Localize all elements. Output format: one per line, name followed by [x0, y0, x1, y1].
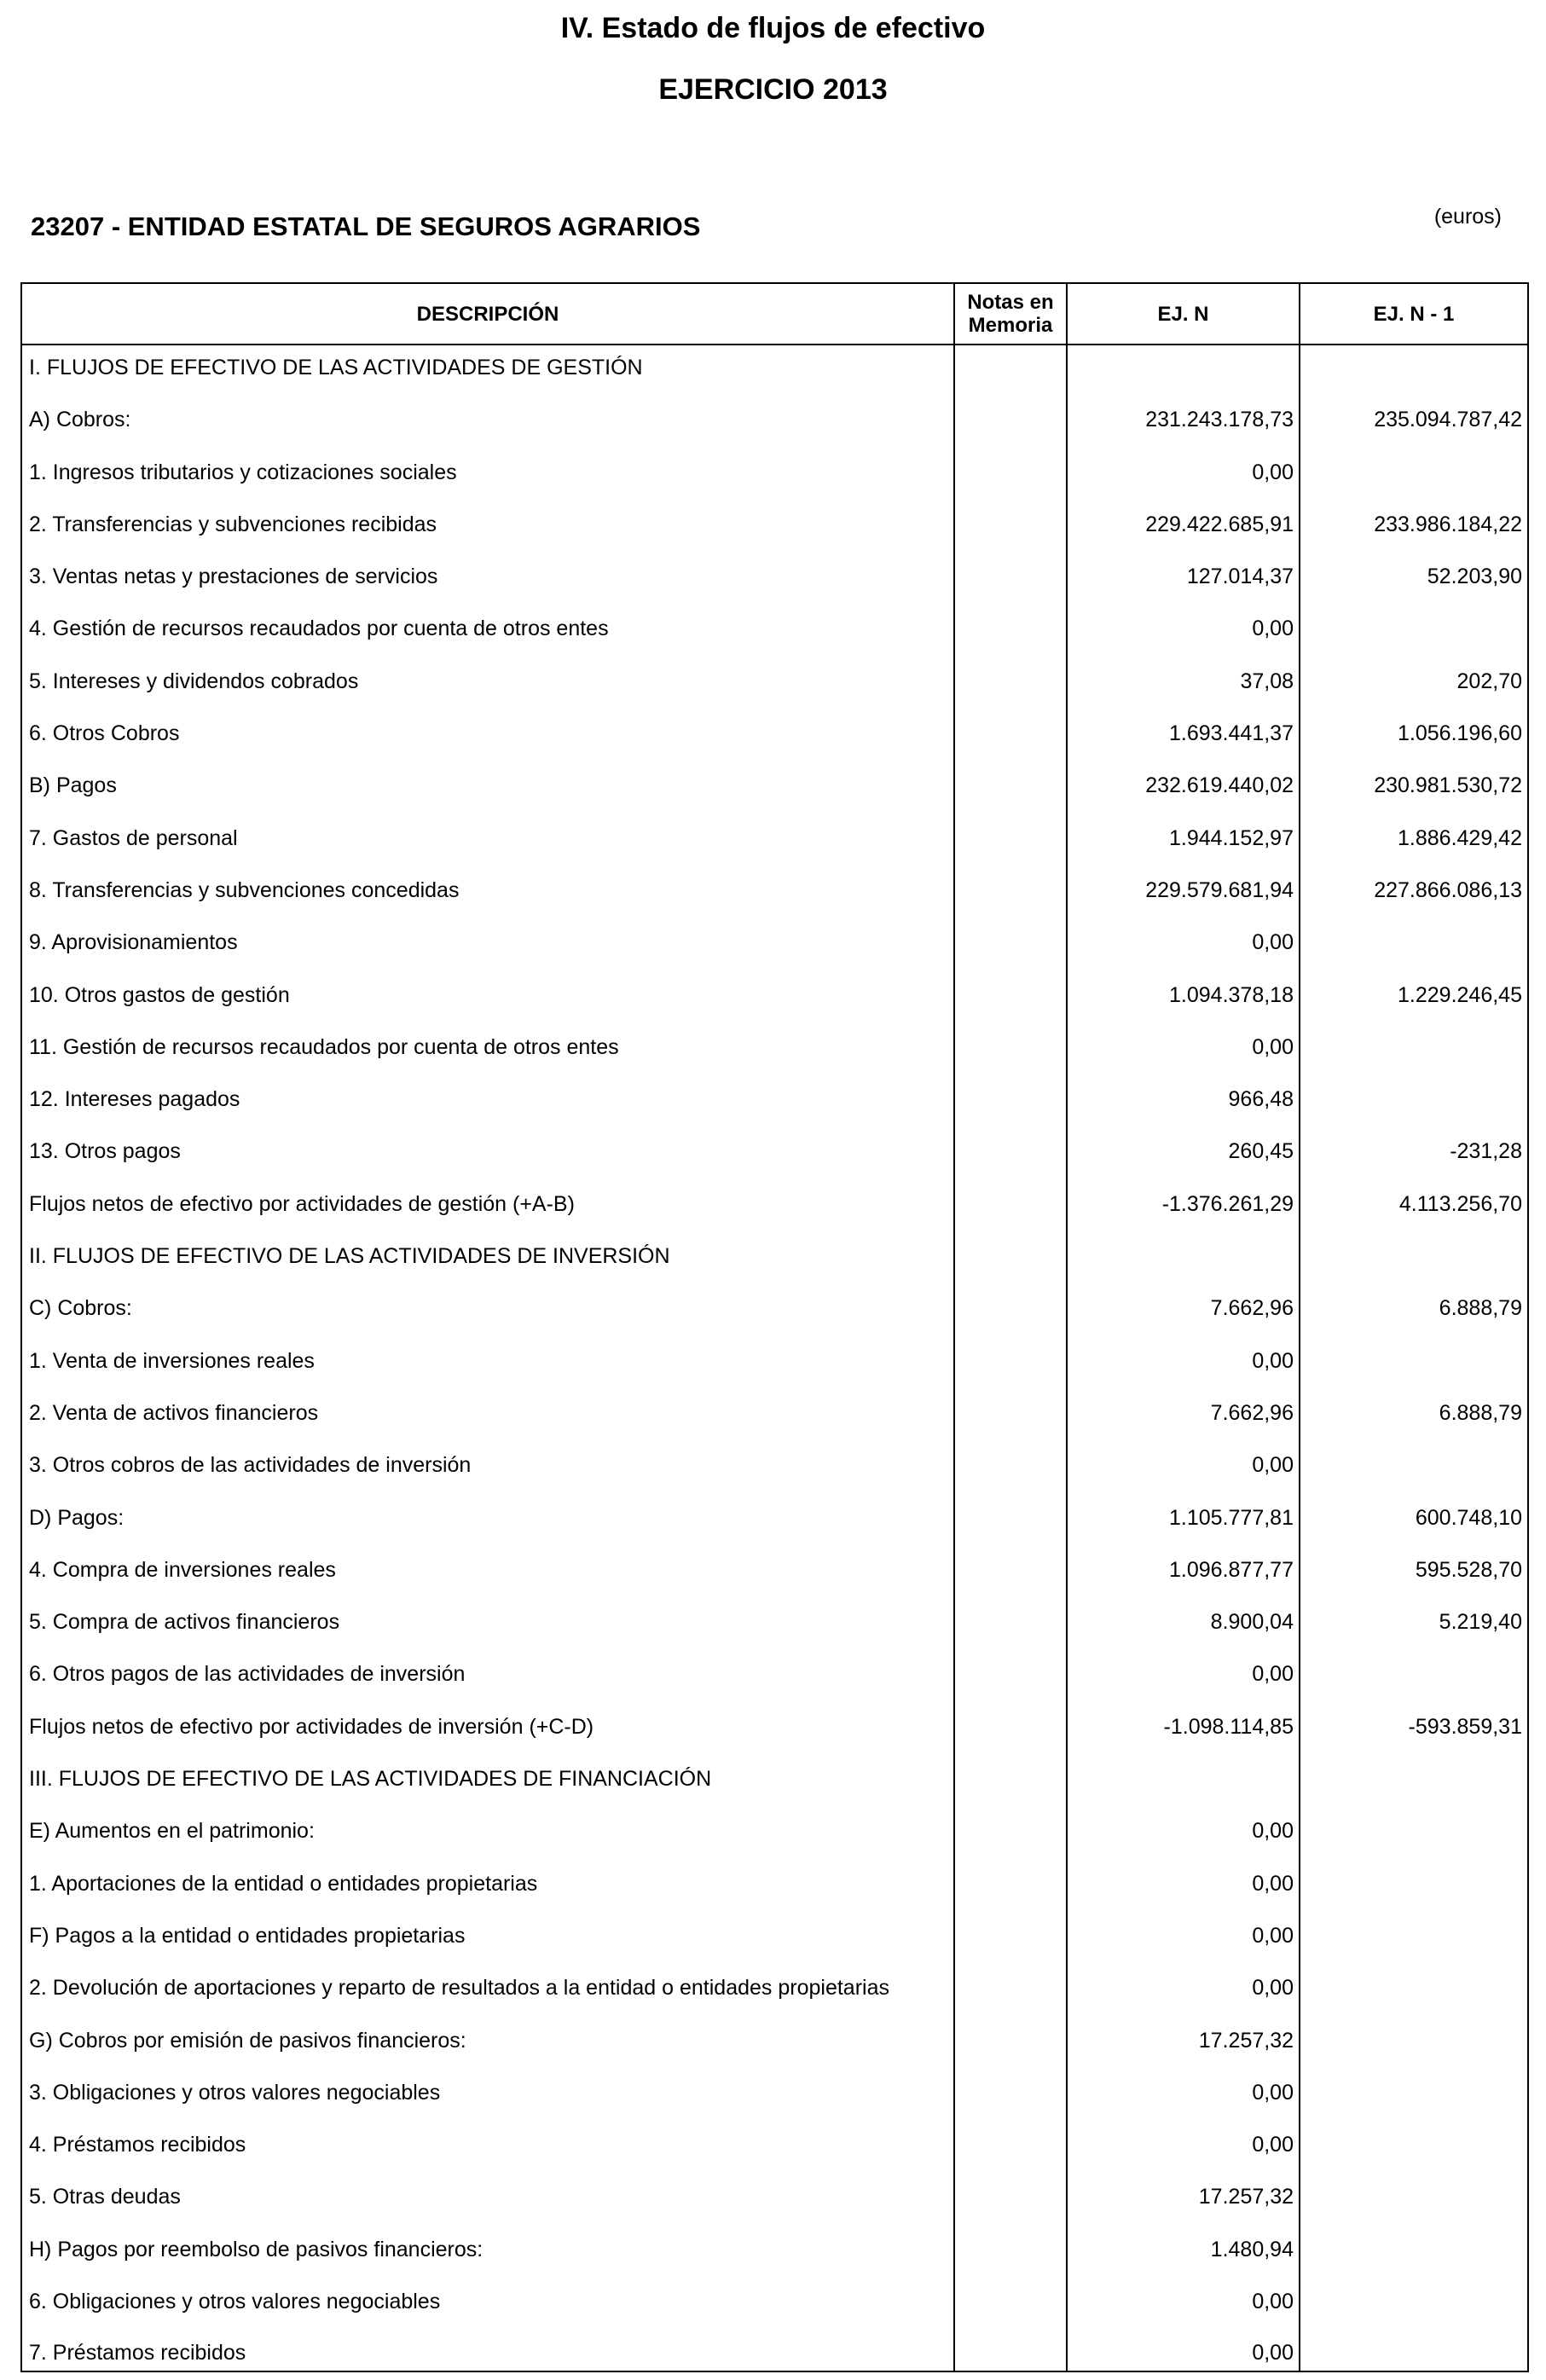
- row-notas: [954, 1483, 1067, 1535]
- table-row: [21, 594, 1528, 646]
- row-description: 12. Intereses pagados: [21, 1065, 954, 1117]
- row-value-ej-n1: [1300, 1797, 1528, 1849]
- table-header-row: [21, 283, 1528, 345]
- row-notas: [954, 1745, 1067, 1797]
- row-value-ej-n1: [1300, 2267, 1528, 2319]
- row-notas: [954, 1117, 1067, 1169]
- row-description: 7. Préstamos recibidos: [21, 2319, 954, 2371]
- row-value-ej-n1: 230.981.530,72: [1300, 751, 1528, 803]
- table-row: [21, 1536, 1528, 1588]
- row-notas: [954, 345, 1067, 385]
- row-notas: [954, 1274, 1067, 1326]
- row-description: E) Aumentos en el patrimonio:: [21, 1797, 954, 1849]
- row-notas: [954, 542, 1067, 594]
- row-value-ej-n: 231.243.178,73: [1067, 385, 1300, 437]
- row-notas: [954, 2111, 1067, 2163]
- row-value-ej-n1: [1300, 1431, 1528, 1483]
- row-description: 3. Obligaciones y otros valores negociables: [21, 2059, 954, 2111]
- row-notas: [954, 437, 1067, 489]
- row-value-ej-n1: 1.056.196,60: [1300, 699, 1528, 751]
- report-subtitle: EJERCICIO 2013: [658, 73, 888, 106]
- table-row: [21, 960, 1528, 1012]
- row-value-ej-n: 0,00: [1067, 1849, 1300, 1901]
- column-header-notas: Notas en Memoria: [954, 283, 1067, 345]
- row-value-ej-n: 37,08: [1067, 646, 1300, 698]
- table-row: [21, 1379, 1528, 1431]
- row-notas: [954, 2215, 1067, 2267]
- row-notas: [954, 960, 1067, 1012]
- row-value-ej-n: 0,00: [1067, 2059, 1300, 2111]
- row-value-ej-n1: [1300, 437, 1528, 489]
- table-row: [21, 2319, 1528, 2371]
- table-row: [21, 2163, 1528, 2215]
- row-notas: [954, 1379, 1067, 1431]
- table-row: [21, 1588, 1528, 1640]
- row-value-ej-n1: -231,28: [1300, 1117, 1528, 1169]
- table-row: [21, 1640, 1528, 1692]
- row-notas: [954, 1797, 1067, 1849]
- row-description: Flujos netos de efectivo por actividades de inversión (+C-D): [21, 1692, 954, 1744]
- table-row: [21, 803, 1528, 855]
- row-description: 6. Otros pagos de las actividades de inversión: [21, 1640, 954, 1692]
- row-description: 7. Gastos de personal: [21, 803, 954, 855]
- row-description: F) Pagos a la entidad o entidades propietarias: [21, 1902, 954, 1954]
- row-value-ej-n1: [1300, 2059, 1528, 2111]
- row-value-ej-n: 1.105.777,81: [1067, 1483, 1300, 1535]
- table-row: [21, 1431, 1528, 1483]
- row-description: 6. Otros Cobros: [21, 699, 954, 751]
- row-value-ej-n: 7.662,96: [1067, 1274, 1300, 1326]
- row-notas: [954, 1431, 1067, 1483]
- row-description: 1. Ingresos tributarios y cotizaciones sociales: [21, 437, 954, 489]
- row-value-ej-n: 1.096.877,77: [1067, 1536, 1300, 1588]
- row-value-ej-n: -1.376.261,29: [1067, 1169, 1300, 1221]
- column-header-ej-n: EJ. N: [1067, 283, 1300, 345]
- row-value-ej-n: 0,00: [1067, 437, 1300, 489]
- row-notas: [954, 751, 1067, 803]
- row-value-ej-n1: [1300, 1640, 1528, 1692]
- row-description: G) Cobros por emisión de pasivos financieros:: [21, 2006, 954, 2058]
- row-description: 4. Préstamos recibidos: [21, 2111, 954, 2163]
- row-notas: [954, 490, 1067, 542]
- row-value-ej-n1: 6.888,79: [1300, 1379, 1528, 1431]
- row-value-ej-n: 0,00: [1067, 1326, 1300, 1378]
- row-value-ej-n: 0,00: [1067, 1797, 1300, 1849]
- row-value-ej-n: 232.619.440,02: [1067, 751, 1300, 803]
- row-value-ej-n1: 4.113.256,70: [1300, 1169, 1528, 1221]
- row-value-ej-n: 0,00: [1067, 908, 1300, 960]
- row-value-ej-n1: [1300, 2215, 1528, 2267]
- row-value-ej-n1: 52.203,90: [1300, 542, 1528, 594]
- row-value-ej-n1: [1300, 1222, 1528, 1274]
- table-row: [21, 542, 1528, 594]
- row-description: 5. Otras deudas: [21, 2163, 954, 2215]
- row-value-ej-n1: [1300, 1013, 1528, 1065]
- row-value-ej-n1: [1300, 1954, 1528, 2006]
- row-value-ej-n1: [1300, 1902, 1528, 1954]
- row-value-ej-n1: [1300, 2319, 1528, 2371]
- table-row: [21, 1274, 1528, 1326]
- table-row: [21, 1797, 1528, 1849]
- row-value-ej-n: 0,00: [1067, 594, 1300, 646]
- row-notas: [954, 1640, 1067, 1692]
- row-value-ej-n: 1.693.441,37: [1067, 699, 1300, 751]
- row-description: 10. Otros gastos de gestión: [21, 960, 954, 1012]
- row-notas: [954, 1222, 1067, 1274]
- row-value-ej-n: 966,48: [1067, 1065, 1300, 1117]
- row-value-ej-n: 229.422.685,91: [1067, 490, 1300, 542]
- row-value-ej-n: 17.257,32: [1067, 2006, 1300, 2058]
- row-value-ej-n: 1.480,94: [1067, 2215, 1300, 2267]
- row-value-ej-n1: 600.748,10: [1300, 1483, 1528, 1535]
- row-description: 2. Devolución de aportaciones y reparto de resultados a la entidad o entidades propietarias: [21, 1954, 954, 2006]
- row-value-ej-n: [1067, 1222, 1300, 1274]
- row-value-ej-n1: 5.219,40: [1300, 1588, 1528, 1640]
- row-description: B) Pagos: [21, 751, 954, 803]
- row-notas: [954, 699, 1067, 751]
- row-notas: [954, 646, 1067, 698]
- row-value-ej-n: [1067, 345, 1300, 385]
- row-notas: [954, 908, 1067, 960]
- row-value-ej-n: 1.094.378,18: [1067, 960, 1300, 1012]
- row-value-ej-n1: [1300, 2111, 1528, 2163]
- row-value-ej-n1: [1300, 594, 1528, 646]
- row-value-ej-n: 8.900,04: [1067, 1588, 1300, 1640]
- row-description: 9. Aprovisionamientos: [21, 908, 954, 960]
- table-row: [21, 437, 1528, 489]
- row-value-ej-n: [1067, 1745, 1300, 1797]
- row-value-ej-n1: [1300, 2163, 1528, 2215]
- column-header-ej-n1: EJ. N - 1: [1300, 283, 1528, 345]
- row-value-ej-n: 0,00: [1067, 2111, 1300, 2163]
- table-row: [21, 908, 1528, 960]
- table-row: [21, 1222, 1528, 1274]
- row-value-ej-n1: [1300, 1326, 1528, 1378]
- row-value-ej-n: 17.257,32: [1067, 2163, 1300, 2215]
- row-description: 11. Gestión de recursos recaudados por cuenta de otros entes: [21, 1013, 954, 1065]
- row-notas: [954, 1536, 1067, 1588]
- table-row: [21, 1954, 1528, 2006]
- row-notas: [954, 803, 1067, 855]
- row-value-ej-n: 0,00: [1067, 1013, 1300, 1065]
- table-row: [21, 1169, 1528, 1221]
- row-description: 6. Obligaciones y otros valores negociables: [21, 2267, 954, 2319]
- table-row: [21, 1117, 1528, 1169]
- row-value-ej-n: 0,00: [1067, 1954, 1300, 2006]
- row-value-ej-n: -1.098.114,85: [1067, 1692, 1300, 1744]
- row-description: 2. Venta de activos financieros: [21, 1379, 954, 1431]
- row-value-ej-n1: 595.528,70: [1300, 1536, 1528, 1588]
- row-description: H) Pagos por reembolso de pasivos financieros:: [21, 2215, 954, 2267]
- row-notas: [954, 1692, 1067, 1744]
- row-description: D) Pagos:: [21, 1483, 954, 1535]
- table-row: [21, 1692, 1528, 1744]
- row-value-ej-n1: -593.859,31: [1300, 1692, 1528, 1744]
- row-value-ej-n1: 202,70: [1300, 646, 1528, 698]
- table-row: [21, 1483, 1528, 1535]
- row-description: III. FLUJOS DE EFECTIVO DE LAS ACTIVIDADES DE FINANCIACIÓN: [21, 1745, 954, 1797]
- row-value-ej-n1: 1.886.429,42: [1300, 803, 1528, 855]
- row-description: A) Cobros:: [21, 385, 954, 437]
- row-value-ej-n: 127.014,37: [1067, 542, 1300, 594]
- table-row: [21, 2006, 1528, 2058]
- row-value-ej-n1: 227.866.086,13: [1300, 856, 1528, 908]
- row-notas: [954, 1849, 1067, 1901]
- row-description: 4. Gestión de recursos recaudados por cuenta de otros entes: [21, 594, 954, 646]
- table-row: [21, 646, 1528, 698]
- row-description: 3. Otros cobros de las actividades de inversión: [21, 1431, 954, 1483]
- row-value-ej-n: 0,00: [1067, 1902, 1300, 1954]
- row-description: 13. Otros pagos: [21, 1117, 954, 1169]
- table-row: [21, 2111, 1528, 2163]
- row-notas: [954, 1902, 1067, 1954]
- row-value-ej-n: 0,00: [1067, 2267, 1300, 2319]
- row-notas: [954, 1013, 1067, 1065]
- table-row: [21, 345, 1528, 385]
- table-row: [21, 699, 1528, 751]
- row-notas: [954, 385, 1067, 437]
- row-description: C) Cobros:: [21, 1274, 954, 1326]
- row-value-ej-n1: [1300, 1065, 1528, 1117]
- table-row: [21, 1065, 1528, 1117]
- table-row: [21, 2059, 1528, 2111]
- row-value-ej-n: 1.944.152,97: [1067, 803, 1300, 855]
- table-row: [21, 2215, 1528, 2267]
- row-value-ej-n1: [1300, 2006, 1528, 2058]
- row-notas: [954, 2006, 1067, 2058]
- row-value-ej-n1: 233.986.184,22: [1300, 490, 1528, 542]
- row-description: 2. Transferencias y subvenciones recibidas: [21, 490, 954, 542]
- row-description: 4. Compra de inversiones reales: [21, 1536, 954, 1588]
- row-notas: [954, 2059, 1067, 2111]
- row-notas: [954, 1065, 1067, 1117]
- row-value-ej-n: 0,00: [1067, 1431, 1300, 1483]
- table-row: [21, 856, 1528, 908]
- table-row: [21, 1849, 1528, 1901]
- table-row: [21, 1326, 1528, 1378]
- row-description: 1. Venta de inversiones reales: [21, 1326, 954, 1378]
- table-row: [21, 1902, 1528, 1954]
- table-row: [21, 1745, 1528, 1797]
- table-row: [21, 1013, 1528, 1065]
- units-label: (euros): [1433, 205, 1502, 229]
- row-notas: [954, 594, 1067, 646]
- row-notas: [954, 1588, 1067, 1640]
- row-description: Flujos netos de efectivo por actividades de gestión (+A-B): [21, 1169, 954, 1221]
- row-value-ej-n1: [1300, 1745, 1528, 1797]
- row-description: 1. Aportaciones de la entidad o entidades propietarias: [21, 1849, 954, 1901]
- row-value-ej-n1: 1.229.246,45: [1300, 960, 1528, 1012]
- column-header-descripcion: DESCRIPCIÓN: [21, 283, 954, 345]
- row-value-ej-n: 229.579.681,94: [1067, 856, 1300, 908]
- row-notas: [954, 2319, 1067, 2371]
- row-notas: [954, 856, 1067, 908]
- table-row: [21, 751, 1528, 803]
- row-description: 5. Compra de activos financieros: [21, 1588, 954, 1640]
- row-value-ej-n1: [1300, 1849, 1528, 1901]
- row-description: I. FLUJOS DE EFECTIVO DE LAS ACTIVIDADES DE GESTIÓN: [21, 345, 954, 385]
- row-notas: [954, 2163, 1067, 2215]
- row-description: 3. Ventas netas y prestaciones de servicios: [21, 542, 954, 594]
- row-value-ej-n1: [1300, 908, 1528, 960]
- row-value-ej-n: 0,00: [1067, 1640, 1300, 1692]
- row-description: II. FLUJOS DE EFECTIVO DE LAS ACTIVIDADES DE INVERSIÓN: [21, 1222, 954, 1274]
- row-value-ej-n1: [1300, 345, 1528, 385]
- row-description: 5. Intereses y dividendos cobrados: [21, 646, 954, 698]
- row-value-ej-n1: 235.094.787,42: [1300, 385, 1528, 437]
- report-title: IV. Estado de flujos de efectivo: [560, 12, 986, 44]
- row-value-ej-n: 260,45: [1067, 1117, 1300, 1169]
- entity-name: 23207 - ENTIDAD ESTATAL DE SEGUROS AGRARIOS: [31, 211, 701, 241]
- table-body: [21, 345, 1528, 2371]
- table-row: [21, 385, 1528, 437]
- row-notas: [954, 1326, 1067, 1378]
- table-row: [21, 490, 1528, 542]
- row-value-ej-n1: 6.888,79: [1300, 1274, 1528, 1326]
- row-notas: [954, 2267, 1067, 2319]
- row-value-ej-n: 0,00: [1067, 2319, 1300, 2371]
- row-notas: [954, 1954, 1067, 2006]
- row-description: 8. Transferencias y subvenciones concedidas: [21, 856, 954, 908]
- row-notas: [954, 1169, 1067, 1221]
- row-value-ej-n: 7.662,96: [1067, 1379, 1300, 1431]
- cash-flow-table: [20, 282, 1529, 2372]
- table-row: [21, 2267, 1528, 2319]
